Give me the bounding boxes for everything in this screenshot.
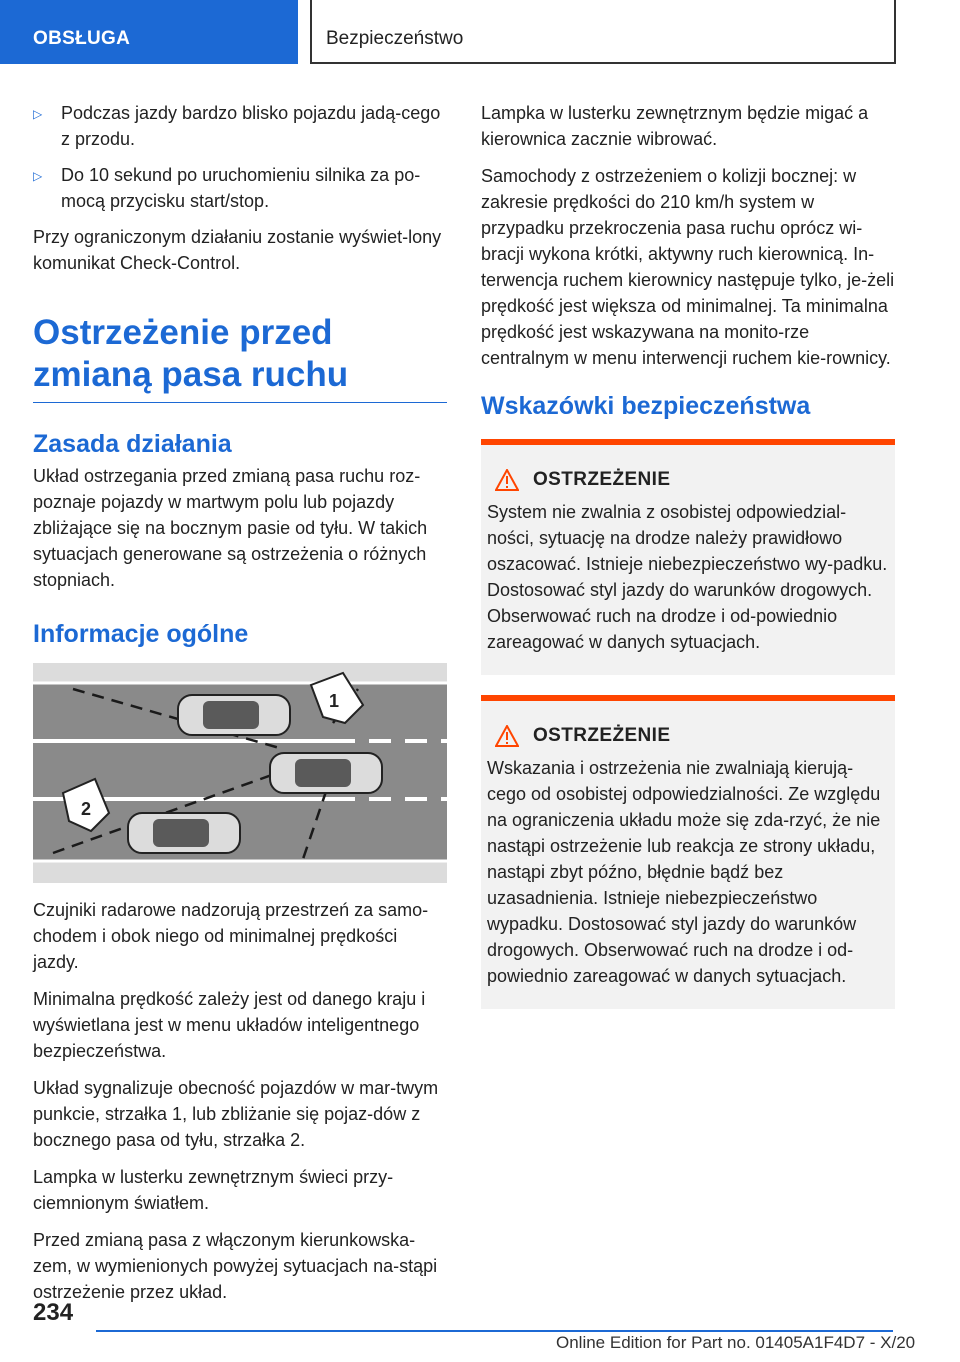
arrow-2-label: 2 [81,799,92,819]
subheading-safety: Wskazówki bezpieczeństwa [481,392,811,420]
paragraph: Lampka w lusterku zewnętrznym świeci przy-ciemnionym światłem. [33,1167,394,1213]
car-icon [270,753,382,793]
warning-triangle-icon [495,469,519,491]
chapter-title: Bezpieczeństwo [326,28,464,49]
paragraph: Czujniki radarowe nadzorują przestrzeń za samo-chodem i obok niego od minimalnej prędkości jazdy. [33,900,429,972]
paragraph: Przed zmianą pasa z włączonym kierunkowska-zem, w wymienionych powyżej sytuacjach na-stąpi ostrzeżenie przez układ. [33,1230,438,1302]
left-column [33,100,447,1316]
chapter-header [310,0,896,64]
page-number: 234 [33,1299,74,1326]
warning-triangle-icon [495,725,519,747]
warning-text: System nie zwalnia z osobistej odpowiedzial-ności, sytuację na drodze należy prawidłowo oszacować. Istnieje niebezpieczeństwo wy-padku. Dostosować styl jazdy do warunków drogowych. Obserwować ruch na drodze i od-powiednio zareagować w danych sytuacjach. [487,502,888,652]
warning-header [487,467,889,493]
triangle-bullet-icon: ▷ [33,107,43,121]
footer-edition: Online Edition for Part no. 01405A1F4D7 - X/20 [556,1333,916,1352]
footer-divider [96,1330,893,1332]
lane-change-illustration [33,663,447,883]
paragraph: Układ sygnalizuje obecność pojazdów w mar-twym punkcie, strzałka 1, lub zbliżanie się pojaz-dów z bocznego pasa od tyłu, strzałka 2. [33,1078,439,1150]
list-item [33,100,447,152]
warning-box [481,695,895,1009]
paragraph: Minimalna prędkość zależy jest od danego kraju i wyświetlana jest w menu układów inteligentnego bezpieczeństwa. [33,989,426,1061]
list-item [33,162,447,214]
triangle-bullet-icon: ▷ [33,169,43,183]
list-item-text: Podczas jazdy bardzo blisko pojazdu jadą-cego z przodu. [61,103,441,149]
warning-text: Wskazania i ostrzeżenia nie zwalniają kierują-cego od osobistej odpowiedzialności. Ze względu na ograniczenia układu może się zda-rzyć, że nie nastąpi ostrzeżenie lub reakcja ze strony układu, nastąpi zbyt późno, błędnie bądź bez uzasadnienia. Istnieje niebezpieczeństwo wypadku. Dostosować styl jazdy do warunków drogowych. Obserwować ruch na drodze i od-powiednio zareagować w danych sytuacjach. [487,758,881,986]
warning-header [487,723,889,749]
section-title: OBSŁUGA [33,28,131,49]
warning-box [481,439,895,675]
warning-title: OSTRZEŻENIE [533,725,671,746]
paragraph: Samochody z ostrzeżeniem o kolizji bocznej: w zakresie prędkości do 210 km/h system w przypadku przekroczenia pasa ruchu oprócz wi-bracji wykona krótki, aktywny ruch kierownicą. In-terwencja ruchem kierownicy następuje tylko, je-żeli prędkość jest większa od minimalnej. Ta minimalna prędkość jest wskazywana na monito-rze centralnym w menu interwencji ruchem kie-rownicy. [481,166,895,368]
arrow-1-label: 1 [329,691,340,711]
section-heading: Ostrzeżenie przed zmianą pasa ruchu [33,312,447,403]
section-tab [0,0,298,64]
paragraph: Układ ostrzegania przed zmianą pasa ruchu roz-poznaje pojazdy w martwym polu lub pojazdy zbliżające się na bocznym pasie od tyłu. W takich sytuacjach generowane są ostrzeżenia o różnych stopniach. [33,466,428,590]
subheading-general: Informacje ogólne [33,620,249,648]
car-icon [128,813,240,853]
road-diagram [33,663,447,883]
warning-title: OSTRZEŻENIE [533,469,671,490]
paragraph: Lampka w lusterku zewnętrznym będzie migać a kierownica zacznie wibrować. [481,103,869,149]
right-column [481,100,895,1023]
car-icon [178,695,290,735]
paragraph: Przy ograniczonym działaniu zostanie wyświet-lony komunikat Check-Control. [33,227,442,273]
list-item-text: Do 10 sekund po uruchomieniu silnika za po-mocą przycisku start/stop. [61,165,421,211]
subheading-principle: Zasada działania [33,430,232,458]
